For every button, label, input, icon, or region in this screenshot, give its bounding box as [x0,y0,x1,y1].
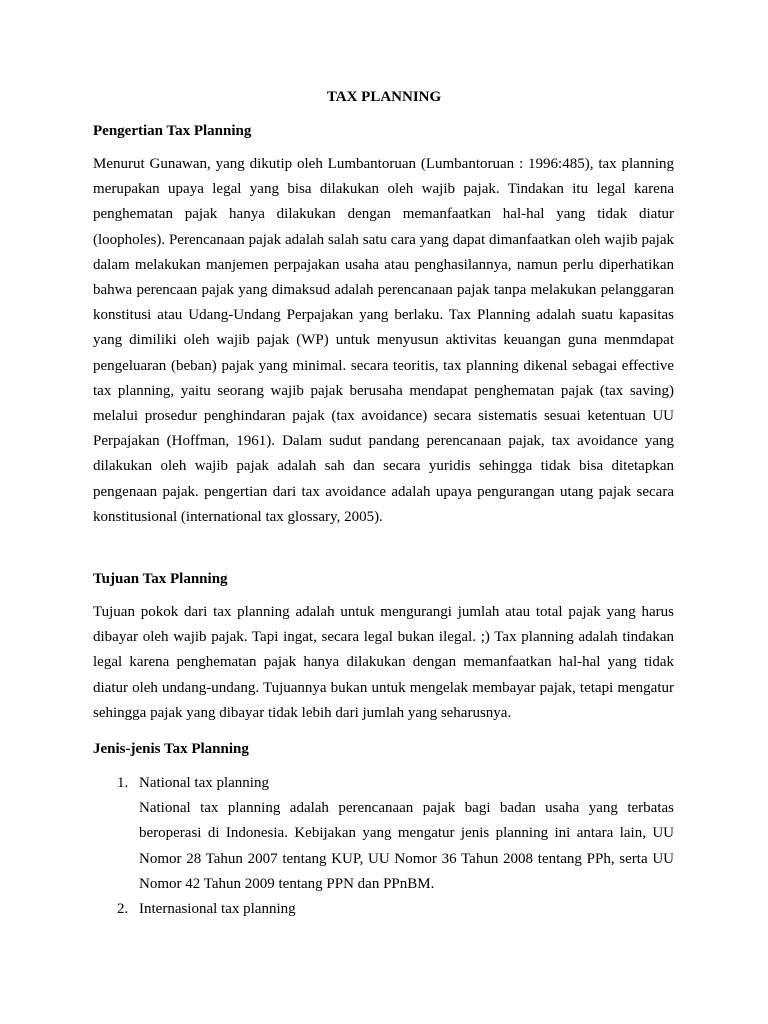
section-heading-jenis: Jenis-jenis Tax Planning [93,741,249,757]
section-heading-tujuan: Tujuan Tax Planning [93,571,228,587]
list-item-label: National tax planning [139,775,269,791]
section-heading-pengertian: Pengertian Tax Planning [93,123,252,139]
list-item-number: 1. [117,775,129,791]
section-paragraph-pengertian: Menurut Gunawan, yang dikutip oleh Lumbantoruan (Lumbantoruan : 1996:485), tax planning merupakan upaya legal yang bisa dilakukan oleh wajib pajak. Tindakan itu legal karena penghematan pajak hanya dilakukan dengan memanfaatkan hal-hal yang tidak diatur (loopholes). Perencanaan pajak adalah salah satu cara yang dapat dimanfaatkan oleh wajib pajak dalam melakukan manjemen perpajakan usaha atau penghasilannya, namun perlu diperhatikan bahwa perencaan pajak yang dimaksud adalah perencanaan pajak tanpa melakukan pelanggaran konstitusi atau Udang-Undang Perpajakan yang berlaku. Tax Planning adalah suatu kapasitas yang dimiliki oleh wajib pajak (WP) untuk menyusun aktivitas keuangan guna menmdapat pengeluaran (beban) pajak yang minimal. secara teoritis, tax planning dikenal sebagai effective tax planning, yaitu seorang wajib pajak berusaha mendapat penghematan pajak (tax saving) melalui prosedur penghindaran pajak (tax avoidance) secara sistematis sesuai ketentuan UU Perpajakan (Hoffman, 1961). Dalam sudut pandang perencanaan pajak, tax avoidance yang dilakukan oleh wajib pajak adalah sah dan secara yuridis sehingga tidak bisa ditetapkan pengenaan pajak. pengertian dari tax avoidance adalah upaya pengurangan utang pajak secara konstitusional (international tax glossary, 2005). [93,156,674,525]
list-item [93,897,674,922]
list-item-number: 2. [117,901,129,918]
section-paragraph-tujuan: Tujuan pokok dari tax planning adalah untuk mengurangi jumlah atau total pajak yang harus dibayar oleh wajib pajak. Tapi ingat, secara legal bukan ilegal. ;) Tax planning adalah tindakan legal karena penghematan pajak hanya dilakukan dengan memanfaatkan hal-hal yang tidak diatur oleh undang-undang. Tujuannya bukan untuk mengelak membayar pajak, tetapi mengatur sehingga pajak yang dibayar tidak lebih dari jumlah yang seharusnya. [93,604,674,721]
tax-planning-types-list [93,771,674,922]
list-item [93,771,674,897]
list-item-description: National tax planning adalah perencanaan pajak bagi badan usaha yang terbatas beroperasi di Indonesia. Kebijakan yang mengatur jenis planning ini antara lain, UU Nomor 28 Tahun 2007 tentang KUP, UU Nomor 36 Tahun 2008 tentang PPh, serta UU Nomor 42 Tahun 2009 tentang PPN dan PPnBM. [139,800,674,892]
document-title: TAX PLANNING [326,89,442,105]
list-item-label: Internasional tax planning [139,901,296,918]
